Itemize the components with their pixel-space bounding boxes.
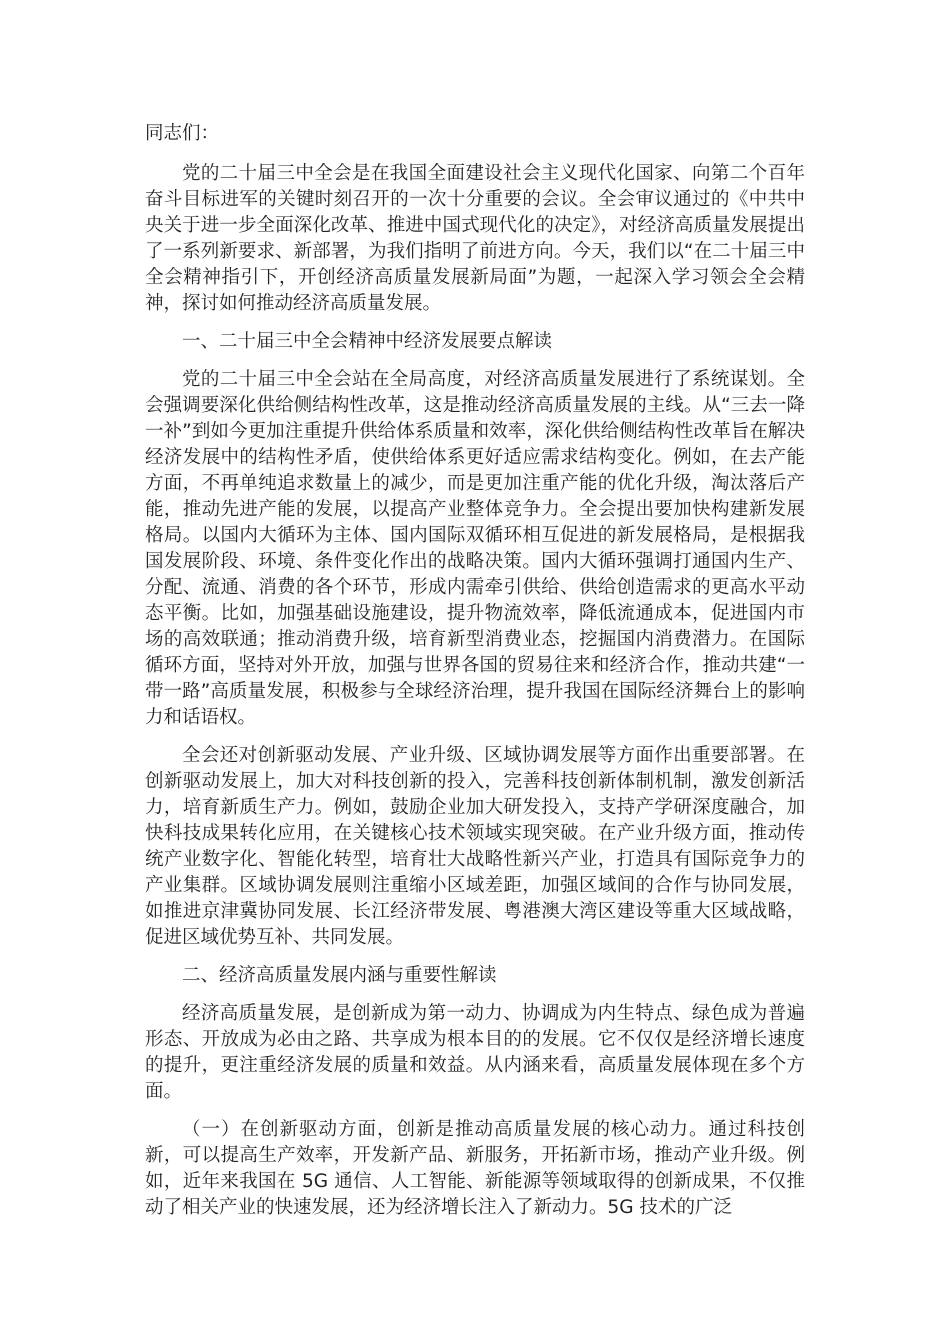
paragraph-section-2-a: 经济高质量发展，是创新成为第一动力、协调成为内生特点、绿色成为普遍形态、开放成为必由之路、共享成为根本目的的发展。它不仅仅是经济增长速度的提升，更注重经济发展的质量和效益。从内涵来看，高质量发展体现在多个方面。: [145, 1003, 805, 1102]
section-heading-1: 一、二十届三中全会精神中经济发展要点解读: [182, 331, 553, 352]
section-heading-2: 二、经济高质量发展内涵与重要性解读: [182, 965, 497, 986]
paragraph-intro: 党的二十届三中全会是在我国全面建设社会主义现代化国家、向第二个百年奋斗目标进军的关键时刻召开的一次十分重要的会议。全会审议通过的《中共中央关于进一步全面深化改革、推进中国式现代化的决定》，对经济高质量发展提出了一系列新要求、新部署，为我们指明了前进方向。今天，我们以“在二十届三中全会精神指引下，开创经济高质量发展新局面”为题，一起深入学习领会全会精神，探讨如何推动经济高质量发展。: [145, 163, 805, 314]
paragraph-section-1-b: 全会还对创新驱动发展、产业升级、区域协调发展等方面作出重要部署。在创新驱动发展上，加大对科技创新的投入，完善科技创新体制机制，激发创新活力，培育新质生产力。例如，鼓励企业加大研发投入，支持产学研深度融合，加快科技成果转化应用，在关键核心技术领域实现突破。在产业升级方面，推动传统产业数字化、智能化转型，培育壮大战略性新兴产业，打造具有国际竞争力的产业集群。区域协调发展则注重缩小区域差距，加强区域间的合作与协同发展，如推进京津冀协同发展、长江经济带发展、粤港澳大湾区建设等重大区域战略，促进区域优势互补、共同发展。: [145, 745, 805, 948]
paragraph-section-1-a: 党的二十届三中全会站在全局高度，对经济高质量发展进行了系统谋划。全会强调要深化供给侧结构性改革，这是推动经济高质量发展的主线。从“三去一降一补”到如今更加注重提升供给体系质量和效率，深化供给侧结构性改革旨在解决经济发展中的结构性矛盾，使供给体系更好适应需求结构变化。例如，在去产能方面，不再单纯追求数量上的减少，而是更加注重产能的优化升级，淘汰落后产能，推动先进产能的发展，以提高产业整体竞争力。全会提出要加快构建新发展格局。以国内大循环为主体、国内国际双循环相互促进的新发展格局，是根据我国发展阶段、环境、条件变化作出的战略决策。国内大循环强调打通国内生产、分配、流通、消费的各个环节，形成内需牵引供给、供给创造需求的更高水平动态平衡。比如，加强基础设施建设，提升物流效率，降低流通成本，促进国内市场的高效联通；推动消费升级，培育新型消费业态，挖掘国内消费潜力。在国际循环方面，坚持对外开放，加强与世界各国的贸易往来和经济合作，推动共建“一带一路”高质量发展，积极参与全球经济治理，提升我国在国际经济舞台上的影响力和话语权。: [145, 369, 805, 728]
salutation: 同志们：: [145, 123, 220, 144]
document-body: [145, 121, 805, 1233]
paragraph-section-2-b: （一）在创新驱动方面，创新是推动高质量发展的核心动力。通过科技创新，可以提高生产效率，开发新产品、新服务，开拓新市场，推动产业升级。例如，近年来我国在 5G 通信、人工智能、新能源等领域取得的创新成果，不仅推动了相关产业的快速发展，还为经济增长注入了新动力。5G 技术的广泛: [145, 1119, 805, 1218]
